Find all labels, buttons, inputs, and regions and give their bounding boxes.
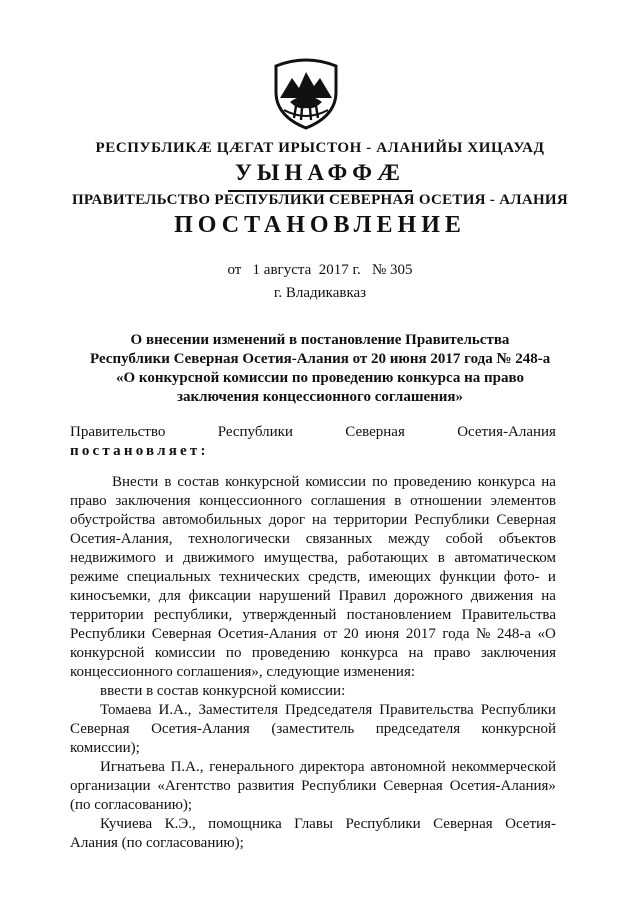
member-line [70, 777, 556, 796]
word: организации [70, 778, 151, 794]
word: № [476, 626, 491, 642]
word: утвержденный [242, 607, 337, 623]
word: комиссии [154, 645, 216, 661]
word: Республики [414, 512, 490, 528]
word: Северная [433, 816, 493, 832]
word: специальных [126, 569, 212, 585]
word: постановлением [346, 607, 452, 623]
word: Северная [383, 778, 443, 794]
word: заключения [115, 493, 191, 509]
word: территории [70, 607, 144, 623]
header-government: ПРАВИТЕЛЬСТВО РЕСПУБЛИКИ СЕВЕРНАЯ ОСЕТИЯ - АЛАНИЯ [71, 192, 569, 208]
body-line [70, 625, 556, 644]
word: Республики [480, 702, 556, 718]
word: дорожного [393, 588, 463, 604]
word: технологически [188, 531, 290, 547]
word: комиссии [305, 474, 367, 490]
word: Северная [496, 512, 556, 528]
word: технических [219, 569, 300, 585]
word: Томаева [100, 702, 152, 718]
preamble-word: Северная [345, 424, 405, 440]
member-line [70, 720, 556, 739]
word: собой [445, 531, 483, 547]
word: территории [333, 512, 408, 528]
body-line [70, 587, 556, 606]
word: средств, [308, 569, 361, 585]
body-line [70, 492, 556, 511]
word: «О [537, 626, 556, 642]
word: конкурсной [70, 645, 145, 661]
member-line [70, 758, 556, 777]
word: Осетия-Алания [217, 626, 317, 642]
body-intro: ввести в состав конкурсной комиссии: [100, 683, 346, 699]
word: Внести [112, 474, 159, 490]
word: недвижимого [70, 550, 156, 566]
word: на [541, 588, 556, 604]
word: соглашения [310, 493, 386, 509]
city: г. Владикавказ [273, 285, 367, 301]
member-line [70, 815, 556, 834]
word: Осетия- [505, 816, 556, 832]
word: по [225, 645, 242, 661]
word: автоматическом [454, 550, 556, 566]
word: генерального [209, 759, 294, 775]
document-body [70, 473, 556, 853]
word: Игнатьева [100, 759, 165, 775]
word: автомобильных [162, 512, 262, 528]
document-title [90, 331, 550, 407]
preamble-line [70, 423, 556, 442]
body-line [70, 644, 556, 663]
word: отношении [410, 493, 482, 509]
word: Правительства [461, 607, 556, 623]
word: между [388, 531, 430, 547]
word: Главы [294, 816, 334, 832]
preamble [70, 423, 556, 461]
word: на [408, 645, 424, 661]
word: объектов [498, 531, 556, 547]
word: дорог [268, 512, 305, 528]
body-line: концессионного соглашения», следующие изменения: [70, 664, 416, 680]
member-line: комиссии); [70, 740, 140, 756]
word: Осетия-Алания [151, 721, 250, 737]
word: года [442, 626, 470, 642]
word: фото- [503, 569, 540, 585]
word: проведению [251, 645, 330, 661]
word: помощника [208, 816, 282, 832]
body-line [70, 511, 556, 530]
word: «Агентство [157, 778, 231, 794]
word: Правил [338, 588, 387, 604]
word: конкурса [340, 645, 399, 661]
title-line: О внесении изменений в постановление Правительства [130, 332, 510, 348]
title-line: Республики Северная Осетия-Алания от 20 июня 2017 года № 248-а [90, 351, 551, 367]
word: 2017 [405, 626, 436, 642]
date-and-number: от 1 августа 2017 г. № 305 [227, 262, 413, 278]
word: для [158, 588, 181, 604]
word: в [394, 493, 402, 509]
coat-of-arms-emblem [268, 58, 344, 130]
word: Северная [151, 626, 212, 642]
word: конкурсной [481, 721, 556, 737]
word: нарушений [258, 588, 331, 604]
word: июня [365, 626, 400, 642]
word: на [311, 512, 327, 528]
word: в [164, 474, 172, 490]
word: имеющих [368, 569, 432, 585]
preamble-word: Правительство [70, 424, 166, 440]
word: имущества, [263, 550, 338, 566]
word: функции [439, 569, 496, 585]
preamble-resolves: постановляет: [70, 443, 209, 459]
title-line: «О конкурсной комиссии по проведению конкурса на право [116, 370, 524, 386]
word: 248-а [496, 626, 532, 642]
word: киносъемки, [70, 588, 151, 604]
member-line [70, 701, 556, 720]
word: Заместителя [198, 702, 278, 718]
word: Председателя [285, 702, 373, 718]
word: Республики [301, 778, 377, 794]
word: автономной [370, 759, 446, 775]
word: Осетия-Алания» [449, 778, 556, 794]
word: конкурса [477, 474, 536, 490]
word: обустройства [70, 512, 156, 528]
word: по [372, 474, 388, 490]
word: директора [299, 759, 365, 775]
member-line: (по согласованию); [70, 797, 193, 813]
word: (заместитель [271, 721, 355, 737]
member-line: Алания (по согласованию); [70, 835, 244, 851]
word: Республики [345, 816, 421, 832]
word: на [541, 474, 556, 490]
word: в [437, 550, 445, 566]
word: Республики [70, 626, 146, 642]
word: некоммерческой [451, 759, 556, 775]
word: республики, [153, 607, 233, 623]
word: движимого [182, 550, 255, 566]
word: проведению [393, 474, 472, 490]
word: заключения [480, 645, 556, 661]
word: право [70, 493, 107, 509]
body-line [70, 530, 556, 549]
preamble-word: Осетия-Алания [457, 424, 556, 440]
word: от [323, 626, 338, 642]
word: П.А., [170, 759, 204, 775]
word: И.А., [158, 702, 192, 718]
word: концессионного [199, 493, 303, 509]
word: состав [177, 474, 220, 490]
word: движения [470, 588, 534, 604]
word: Северная [70, 721, 130, 737]
word: 20 [343, 626, 359, 642]
body-line [70, 606, 556, 625]
word: развития [237, 778, 295, 794]
header-resolution: ПОСТАНОВЛЕНИЕ [174, 212, 466, 238]
word: элементов [490, 493, 556, 509]
word: работающих [347, 550, 429, 566]
word: председателя [375, 721, 461, 737]
word: Кучиева [100, 816, 153, 832]
body-line [70, 568, 556, 587]
body-line [70, 549, 556, 568]
word: режиме [70, 569, 119, 585]
header-resolution-ossetian: УЫНАФФӔ [234, 160, 406, 185]
header-republic-ossetian: РЕСПУБЛИКӔ ЦӔГАТ ИРЫСТОН - АЛАНИЙЫ ХИЦАУАД [95, 140, 545, 156]
word: фиксации [188, 588, 251, 604]
word: Осетия-Алания, [70, 531, 173, 547]
word: К.Э., [164, 816, 196, 832]
preamble-word: Республики [217, 424, 293, 440]
word: связанных [305, 531, 373, 547]
word: Правительства [379, 702, 474, 718]
body-line [70, 473, 556, 492]
title-line: заключения концессионного соглашения» [176, 389, 464, 405]
word: и [547, 569, 556, 585]
word: конкурсной [225, 474, 300, 490]
word: право [433, 645, 471, 661]
word: и [165, 550, 174, 566]
